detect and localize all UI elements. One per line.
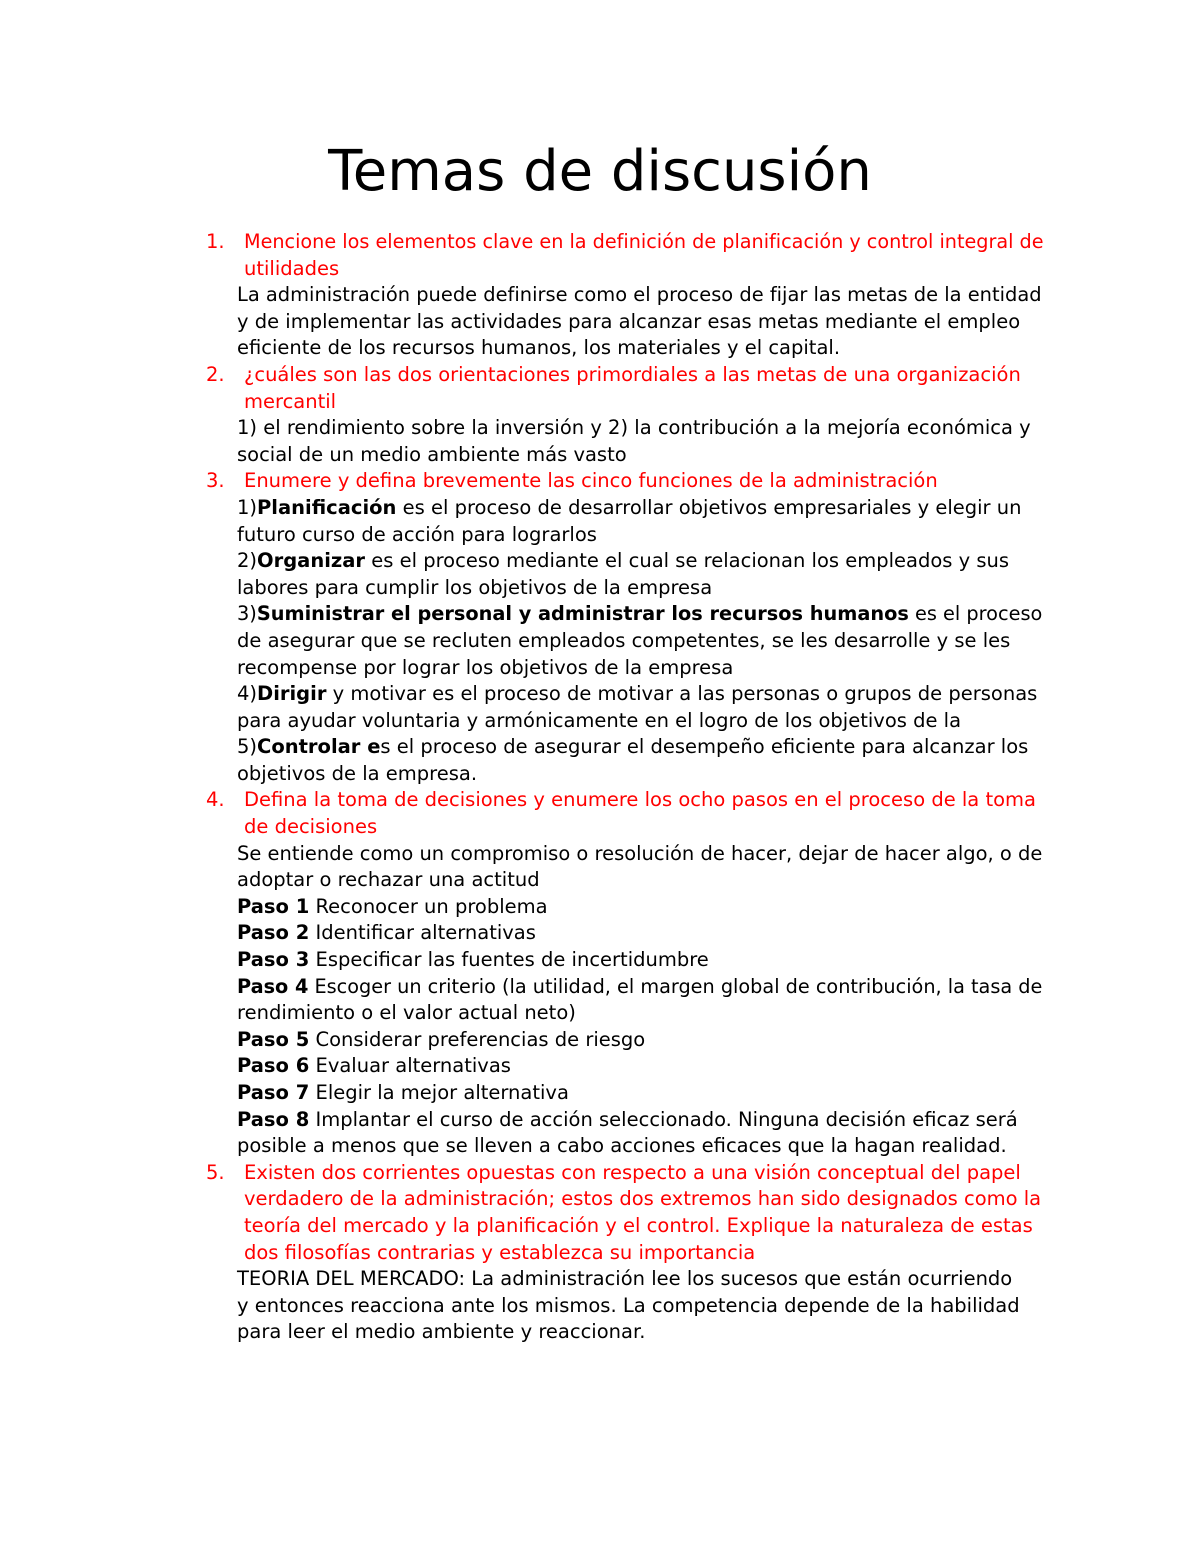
- step-4: [237, 974, 1043, 1001]
- answer-5: [237, 1266, 1042, 1346]
- page-title: Temas de discusión: [328, 139, 872, 204]
- step-1: [237, 894, 1042, 921]
- answer-1: [237, 282, 1042, 362]
- step-label: Paso 5: [237, 1027, 310, 1051]
- function-organizar: [237, 548, 1042, 575]
- question-number: 1.: [206, 230, 225, 253]
- step-text: Considerar preferencias de riesgo: [309, 1027, 646, 1051]
- function-prefix: 1): [237, 495, 258, 519]
- step-text: Elegir la mejor alternativa: [309, 1081, 569, 1104]
- answer-3: [237, 495, 1042, 788]
- function-prefix: 4): [237, 682, 258, 706]
- question-4: [206, 787, 1044, 840]
- question-line: verdadero de la administración; estos dos extremos han sido designados como la: [244, 1187, 1042, 1211]
- step-text: Evaluar alternativas: [309, 1054, 511, 1078]
- function-prefix: 2): [237, 549, 258, 573]
- answer-4: [237, 841, 1042, 1160]
- function-line: recompense por lograr los objetivos de la empresa: [237, 655, 734, 679]
- step-8: [237, 1107, 1042, 1134]
- step-label: Paso 2: [237, 921, 310, 945]
- function-planificacion: [237, 495, 1042, 522]
- answer-line: La administración puede definirse como el proceso de fijar las metas de la entidad: [237, 283, 1042, 307]
- function-line: para ayudar voluntaria y armónicamente en el logro de los objetivos de la: [237, 708, 962, 732]
- function-line: de asegurar que se recluten empleados competentes, se les desarrolle y se les: [237, 628, 1011, 652]
- step-7: [237, 1080, 1042, 1107]
- question-number: 5.: [206, 1160, 225, 1184]
- function-term: Suministrar el personal y administrar los recursos humanos: [256, 602, 909, 626]
- question-line: mercantil: [244, 389, 337, 413]
- function-controlar: [237, 734, 1042, 761]
- step-label: Paso 7: [237, 1081, 310, 1104]
- step-label: Paso 1: [237, 894, 310, 918]
- function-text: s el proceso de asegurar el desempeño eficiente para alcanzar los: [380, 735, 1029, 759]
- question-line: Mencione los elementos clave en la definición de planificación y control integral de: [244, 230, 1044, 253]
- answer-line: y entonces reacciona ante los mismos. La competencia depende de la habilidad: [237, 1293, 1020, 1317]
- question-line: Enumere y defina brevemente las cinco funciones de la administración: [244, 469, 938, 493]
- function-term: Controlar e: [257, 735, 381, 759]
- step-3: [237, 947, 1042, 974]
- question-5: [206, 1160, 1044, 1266]
- function-line: futuro curso de acción para lograrlos: [237, 522, 597, 546]
- function-term: Dirigir: [257, 682, 327, 706]
- question-number: 2.: [206, 362, 225, 386]
- question-line: utilidades: [244, 256, 340, 280]
- answer-line: para leer el medio ambiente y reaccionar.: [237, 1320, 646, 1344]
- function-text: es el proceso de desarrollar objetivos empresariales y elegir un: [396, 495, 1022, 519]
- step-label: Paso 3: [237, 948, 310, 972]
- function-text: es el proceso mediante el cual se relacionan los empleados y sus: [365, 549, 1010, 573]
- step-label: Paso 8: [237, 1107, 310, 1131]
- function-prefix: 3): [237, 602, 257, 626]
- step-2: [237, 920, 1042, 947]
- document-body: [0, 229, 1200, 1346]
- answer-line: TEORIA DEL MERCADO: La administración lee los sucesos que están ocurriendo: [237, 1267, 1013, 1291]
- question-line: teoría del mercado y la planificación y el control. Explique la naturaleza de estas: [244, 1213, 1033, 1237]
- step-6: [237, 1053, 1042, 1080]
- function-term: Organizar: [257, 549, 366, 573]
- answer-line: Se entiende como un compromiso o resolución de hacer, dejar de hacer algo, o de: [237, 841, 1043, 865]
- answer-line: y de implementar las actividades para alcanzar esas metas mediante el empleo: [237, 309, 1021, 333]
- function-suministrar: [237, 601, 1043, 628]
- answer-line: adoptar o rechazar una actitud: [237, 868, 540, 892]
- step-label: Paso 4: [237, 974, 309, 998]
- answer-line: 1) el rendimiento sobre la inversión y 2) la contribución a la mejoría económica y: [237, 416, 1031, 440]
- answer-line: eficiente de los recursos humanos, los materiales y el capital.: [237, 336, 841, 360]
- function-line: objetivos de la empresa.: [237, 761, 478, 785]
- question-line: dos filosofías contrarias y establezca su importancia: [244, 1240, 756, 1264]
- step-text: Escoger un criterio (la utilidad, el margen global de contribución, la tasa de: [308, 974, 1043, 998]
- function-prefix: 5): [237, 735, 258, 759]
- answer-line: social de un medio ambiente más vasto: [237, 442, 627, 466]
- question-number: 4.: [206, 788, 225, 812]
- function-text: y motivar es el proceso de motivar a las personas o grupos de personas: [326, 682, 1038, 706]
- function-term: Planificación: [257, 495, 397, 519]
- function-dirigir: [237, 681, 1042, 708]
- step-5: [237, 1027, 1042, 1054]
- function-text: es el proceso: [908, 602, 1043, 626]
- question-line: ¿cuáles son las dos orientaciones primordiales a las metas de una organización: [244, 362, 1021, 386]
- question-number: 3.: [206, 469, 225, 493]
- step-line: rendimiento o el valor actual neto): [237, 1001, 576, 1025]
- question-line: Defina la toma de decisiones y enumere los ocho pasos en el proceso de la toma: [244, 788, 1036, 812]
- step-label: Paso 6: [237, 1054, 310, 1078]
- step-text: Reconocer un problema: [309, 894, 548, 918]
- step-text: Identificar alternativas: [309, 921, 536, 945]
- step-text: Implantar el curso de acción seleccionado. Ninguna decisión eficaz será: [309, 1107, 1018, 1131]
- step-line: posible a menos que se lleven a cabo acciones eficaces que la hagan realidad.: [237, 1134, 1007, 1158]
- answer-2: [237, 415, 1042, 468]
- question-3: [206, 468, 1044, 495]
- question-line: Existen dos corrientes opuestas con respecto a una visión conceptual del papel: [244, 1160, 1021, 1184]
- question-2: [206, 362, 1044, 415]
- question-line: de decisiones: [244, 815, 378, 839]
- step-text: Especificar las fuentes de incertidumbre: [309, 948, 709, 972]
- function-line: labores para cumplir los objetivos de la empresa: [237, 575, 713, 599]
- question-1: [206, 229, 1044, 282]
